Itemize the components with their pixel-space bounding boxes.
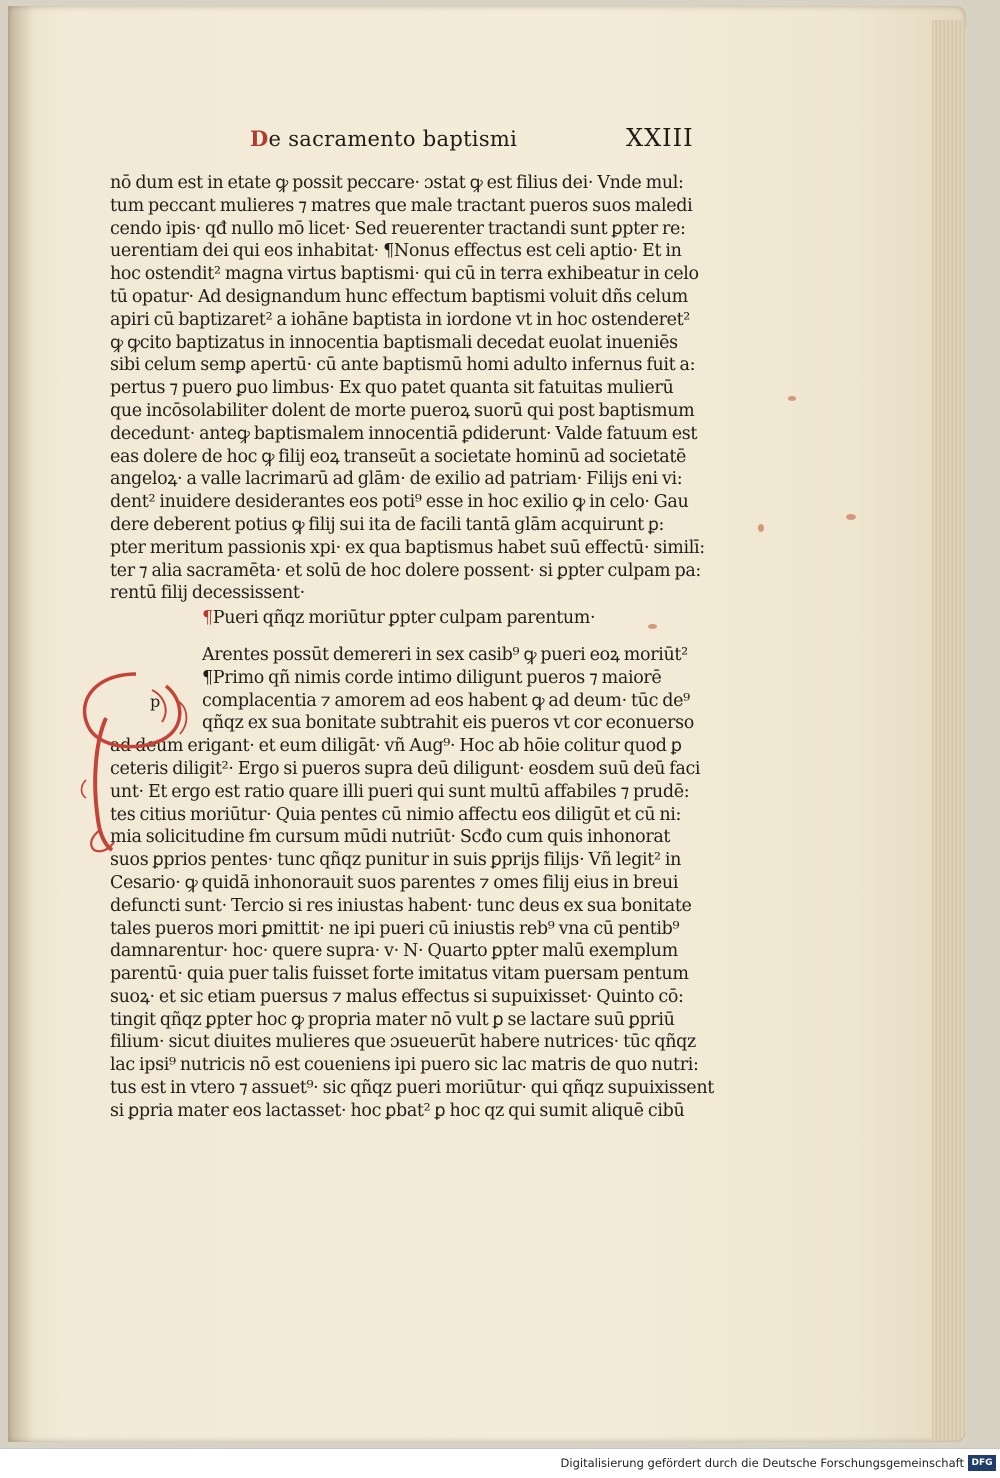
text-line: apiri cū baptizaret² a iohāne baptista in iordone vt in hoc ostenderet² bbox=[110, 309, 690, 330]
text-line: hoc ostendit² magna virtus baptismi· qui cū in terra exhibeatur in celo bbox=[110, 264, 699, 285]
rubricated-initial-p-icon bbox=[66, 660, 206, 860]
text-line: mia solicitudine ẜm cursum mūdi nutriūt· Scđo cum quis inhonorat bbox=[110, 827, 671, 848]
folio-number: XXIII bbox=[626, 124, 694, 152]
text-line: pertus ⁊ puero ꝑuo limbus· Ex quo patet quanta sit fatuitas mulierū bbox=[110, 378, 674, 399]
text-line: unt· Et ergo est ratio quare illi pueri qui sunt multū affabiles ⁊ prudē: bbox=[110, 781, 690, 802]
text-line: tus est in vtero ⁊ assuet⁹· sic qñqz pueri moriūtur· qui qñqz supuixissent bbox=[110, 1078, 714, 1099]
text-line: tales pueros mori ꝑmittit· ne ipi pueri cū iniustis reb⁹ vna cū pentib⁹ bbox=[110, 918, 680, 939]
text-line: ꝙ ꝙcito baptizatus in innocentia baptismali decedat euolat inueniēs bbox=[110, 332, 678, 353]
decorated-initial bbox=[66, 660, 206, 860]
text-line: Cesario· ꝙ quidā inhonorauit suos parentes ⁊ omes filij eius in breui bbox=[110, 872, 679, 893]
text-line: eas dolere de hoc ꝙ filij eoꝝ transeūt a societate hominū ad societatē bbox=[110, 446, 687, 467]
text-line: Arentes possūt demereri in sex casib⁹ ꝙ pueri eoꝝ moriūt² bbox=[202, 644, 688, 665]
stain-speck bbox=[846, 514, 856, 520]
text-line: uerentiam dei qui eos inhabitat· ¶Nonus effectus est celi aptio· Et in bbox=[110, 241, 682, 262]
text-line: cendo ipis· qđ nullo mō licet· Sed reuerenter tractandi sunt ꝑpter re: bbox=[110, 218, 686, 239]
stain-speck bbox=[758, 524, 764, 532]
text-line: qñqz ex sua bonitate subtrahit eis pueros vt cor econuerso bbox=[202, 713, 694, 734]
section-heading-text: Pueri qñqz moriūtur ꝑpter culpam parentum· bbox=[212, 608, 596, 629]
text-line: tū opatur· Ad designandum hunc effectum baptismi voluit dñs celum bbox=[110, 286, 688, 307]
text-line: ad deum erigant· et eum diligāt· vñ Aug⁹· Hoc ab hōie colitur quod ꝑ bbox=[110, 736, 682, 757]
text-line: nō dum est in etate ꝙ possit peccare· ɔstat ꝙ est filius dei· Vnde mul: bbox=[110, 173, 684, 193]
text-line: complacentia ⁊ amorem ad eos habent ꝙ ad deum· tūc de⁹ bbox=[202, 690, 690, 711]
text-line: decedunt· anteꝙ baptismalem innocentiā ꝑdiderunt· Valde fatuum est bbox=[110, 423, 698, 444]
text-line: dere deberent potius ꝙ filij sui ita de facili tantā glām acquirunt ꝑ: bbox=[110, 514, 665, 535]
running-head-text: e sacramento baptismi bbox=[268, 127, 518, 151]
page-edge bbox=[932, 20, 966, 1440]
text-line: ¶Primo qñ nimis corde intimo diligunt pueros ⁊ maiorē bbox=[202, 667, 662, 688]
stain-speck bbox=[788, 396, 796, 401]
running-head-rubric: D bbox=[250, 126, 269, 151]
text-line: damnarentur· hoc· quere supra· v· N· Quarto ꝑpter malū exemplum bbox=[110, 941, 678, 962]
text-line: dent² inuidere desiderantes eos poti⁹ esse in hoc exilio ꝙ in celo· Gau bbox=[110, 492, 689, 513]
text-line: si ꝑpria mater eos lactasset· hoc ꝑbat² ꝑ hoc qz qui sumit aliquē cibū bbox=[110, 1100, 685, 1121]
footer-credit: Digitalisierung gefördert durch die Deutsche Forschungsgemeinschaft bbox=[560, 1456, 964, 1470]
stain-speck bbox=[648, 624, 657, 629]
text-line: tes citius moriūtur· Quia pentes cū nimio affectu eos diligūt et cū ni: bbox=[110, 804, 682, 825]
text-line: filium· sicut diuites mulieres que ɔsueuerūt habere nutrices· tūc qñqz bbox=[110, 1032, 696, 1053]
spine-shadow bbox=[8, 6, 34, 1442]
section-gap bbox=[110, 630, 715, 644]
text-line: que incōsolabiliter dolent de morte pueroꝝ suorū qui post baptismum bbox=[110, 400, 695, 421]
dfg-logo: DFG bbox=[968, 1455, 996, 1471]
text-line: suos ꝑprios pentes· tunc qñqz punitur in suis ꝑprijs filijs· Vñ legit² in bbox=[110, 850, 681, 871]
text-line: rentū filij decessissent· bbox=[110, 583, 305, 604]
text-line: tum peccant mulieres ⁊ matres que male tractant pueros suos maledi bbox=[110, 195, 693, 216]
text-line: sibi celum semꝑ apertū· cū ante baptismū homi adulto infernus fuit a: bbox=[110, 355, 696, 376]
text-line: pter meritum passionis xpi· ex qua baptismus habet suū effectū· similī: bbox=[110, 537, 705, 558]
text-line: angeloꝝ· a valle lacrimarū ad glām· de exilio ad patriam· Filijs eni vi: bbox=[110, 469, 683, 490]
running-head bbox=[250, 126, 517, 151]
text-line: parentū· quia puer talis fuisset forte imitatus vitam puersam pentum bbox=[110, 964, 689, 985]
section-heading: ¶Pueri qñqz moriūtur ꝑpter culpam parentum· bbox=[202, 608, 596, 629]
footer-bar bbox=[0, 1448, 1000, 1478]
text-line: ceteris diligit²· Ergo si pueros supra deū diligunt· eosdem suū deū faci bbox=[110, 758, 701, 779]
text-line: defuncti sunt· Tercio si res iniustas habent· tunc deus ex sua bonitate bbox=[110, 895, 692, 916]
text-line: suoꝝ· et sic etiam puersus ⁊ malus effectus si supuixisset· Quinto cō: bbox=[110, 986, 684, 1007]
text-line: ter ⁊ alia sacramēta· et solū de hoc dolere possent· si ꝑpter culpam pa: bbox=[110, 560, 701, 581]
main-text-block bbox=[110, 172, 715, 1123]
text-line: lac ipsi⁹ nutricis nō est coueniens ipi puero sic lac matris de quo nutri: bbox=[110, 1055, 699, 1076]
paragraph-1 bbox=[110, 172, 715, 605]
text-line: tingit qñqz ꝑpter hoc ꝙ propria mater nō vult ꝑ se lactare suū ꝑpriū bbox=[110, 1009, 675, 1030]
guide-letter: p bbox=[150, 692, 161, 711]
